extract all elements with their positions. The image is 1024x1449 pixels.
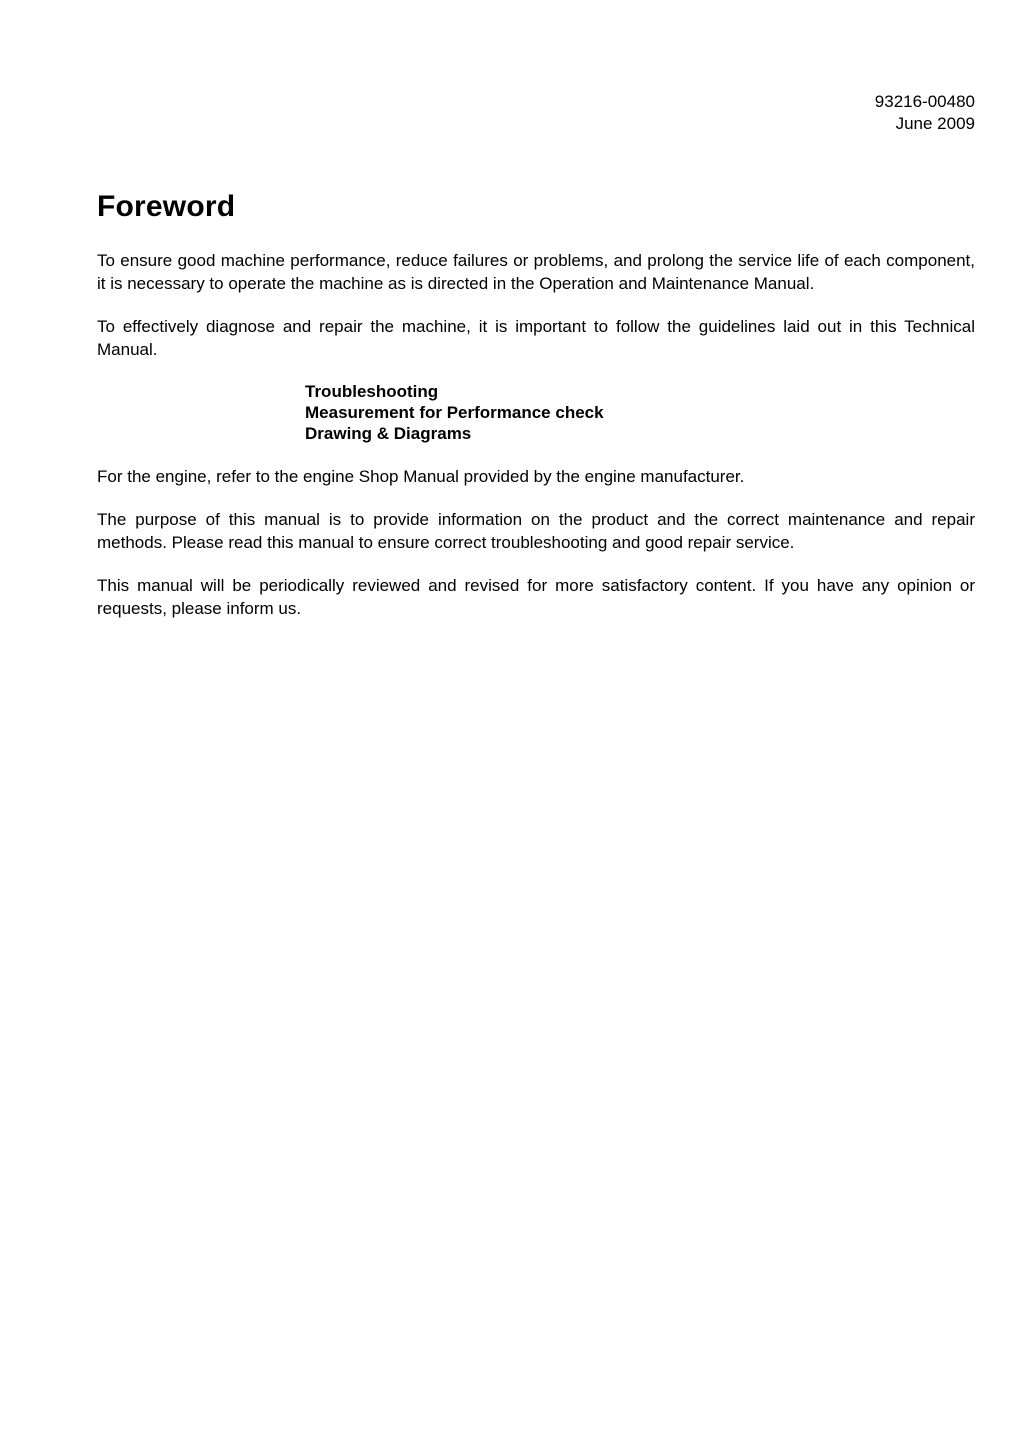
paragraph-manual-purpose: The purpose of this manual is to provide information on the product and the correct maintenance and repair methods. Please read this manual to ensure correct troubleshooting and good repair service. [97,510,975,552]
paragraph-engine-shop-manual: For the engine, refer to the engine Shop Manual provided by the engine manufacturer. [97,467,745,486]
document-header [97,0,975,135]
section-item-troubleshooting: Troubleshooting [305,382,439,401]
manual-sections-list [305,381,975,444]
paragraph-diagnose-repair: To effectively diagnose and repair the machine, it is important to follow the guidelines laid out in this Technical Manual. [97,317,975,359]
page-title: Foreword [97,190,236,223]
document-number: 93216-00480 [874,92,975,111]
document-date: June 2009 [895,114,975,133]
paragraph-review-revise: This manual will be periodically reviewed and revised for more satisfactory content. If you have any opinion or requests, please inform us. [97,576,975,618]
page-content [97,0,975,620]
section-item-measurement: Measurement for Performance check [305,403,604,422]
section-item-drawing-diagrams: Drawing & Diagrams [305,424,472,443]
paragraph-machine-performance: To ensure good machine performance, reduce failures or problems, and prolong the service life of each component, it is necessary to operate the machine as is directed in the Operation and Maintenance Manual. [97,251,975,293]
